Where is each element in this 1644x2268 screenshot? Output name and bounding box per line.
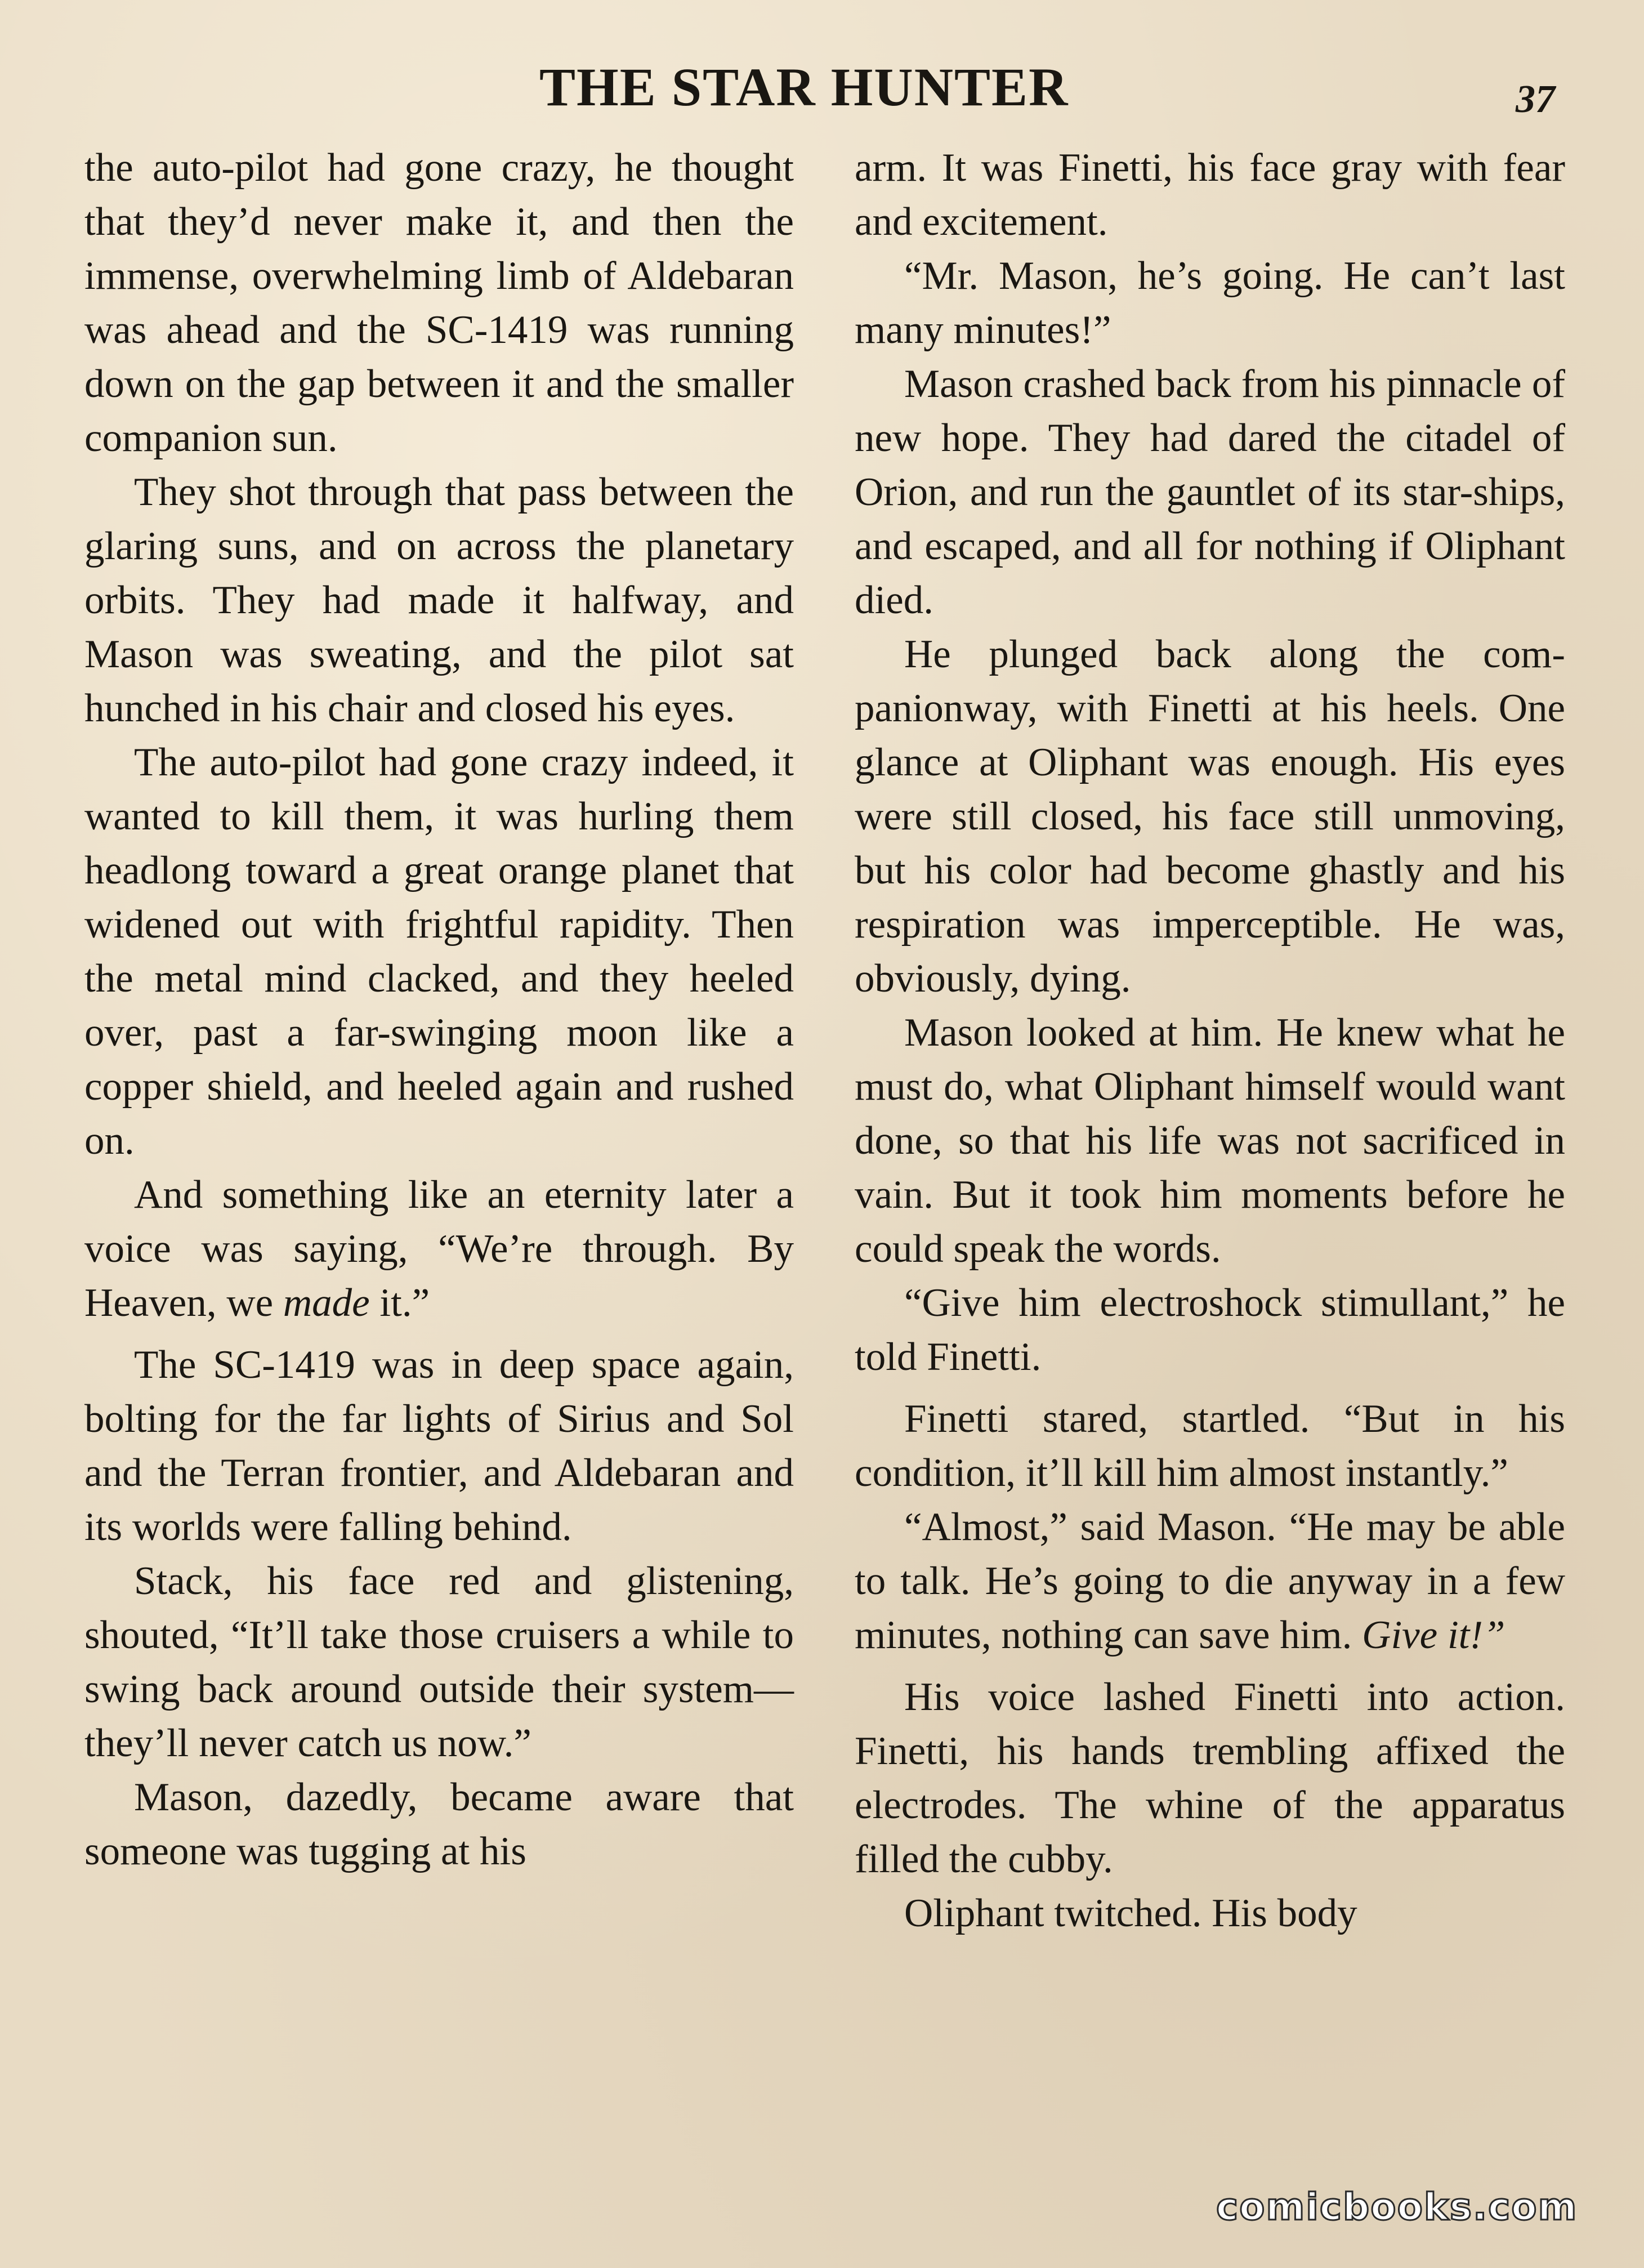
- paragraph: The auto-pilot had gone crazy indeed, it wanted to kill them, it was hurling them headlong toward a great orange planet that widened out with frightful rapidity. Then the metal mind clacked, and they heeled over, past a far-swinging moon like a copper shield, and heeled again and rushed on.: [84, 740, 794, 1163]
- paragraph: Oliphant twitched. His body: [904, 1891, 1357, 1935]
- running-head: [0, 56, 1644, 121]
- paragraph: The SC-1419 was in deep space again, bolting for the far lights of Sirius and Sol and the Terran frontier, and Aldebaran and its worlds were falling behind.: [84, 1343, 794, 1549]
- paragraph: His voice lashed Finetti into action. Finetti, his hands trembling affixed the electrodes. The whine of the apparatus filled the cubby.: [855, 1675, 1565, 1881]
- emphasis-text: Give it!”: [1362, 1613, 1505, 1657]
- paragraph: Finetti stared, startled. “But in his condition, it’ll kill him almost instantly.”: [855, 1397, 1565, 1495]
- paragraph-text: “Almost,” said Mason. “He may be able to talk. He’s going to die anyway in a few minutes, nothing can save him.: [855, 1505, 1565, 1657]
- paragraph: “Mr. Mason, he’s going. He can’t last many minutes!”: [855, 254, 1565, 352]
- paragraph: Mason, dazedly, became aware that someone was tugging at his: [84, 1775, 794, 1873]
- right-column: [855, 141, 1565, 1940]
- paragraph-text: it.”: [369, 1281, 430, 1325]
- paragraph: Mason looked at him. He knew what he must do, what Oliphant himself would want done, so that his life was not sacrificed in vain. But it took him moments before he could speak the words.: [855, 1011, 1565, 1271]
- paragraph: They shot through that pass between the glaring suns, and on across the planetary orbits. They had made it halfway, and Mason was sweating, and the pilot sat hunched in his chair and closed his eyes.: [84, 470, 794, 730]
- paragraph: arm. It was Finetti, his face gray with fear and excitement.: [855, 146, 1565, 244]
- running-title: THE STAR HUNTER: [539, 57, 1069, 117]
- emphasis-text: made: [283, 1281, 370, 1325]
- paragraph: Stack, his face red and glistening, shouted, “It’ll take those cruisers a while to swing back around outside their system—they’ll never catch us now.”: [84, 1559, 794, 1765]
- paragraph: Mason crashed back from his pinnacle of new hope. They had dared the citadel of Orion, and run the gauntlet of its star-ships, and escaped, and all for nothing if Oliphant died.: [855, 362, 1565, 622]
- paragraph: the auto-pilot had gone crazy, he thought that they’d never make it, and then the immense, overwhelming limb of Aldebaran was ahead and the SC-1419 was running down on the gap between it and the smaller companion sun.: [84, 146, 794, 460]
- paragraph: “Give him electroshock stimullant,” he told Finetti.: [855, 1281, 1565, 1379]
- left-column: [84, 141, 794, 1878]
- paragraph-text: And something like an eternity later a voice was saying, “We’re through. By Heaven, we: [84, 1173, 794, 1325]
- paragraph: [855, 1500, 1565, 1662]
- watermark: comicbooks.com: [1216, 2185, 1578, 2229]
- paragraph: [84, 1168, 794, 1330]
- paragraph: He plunged back along the companionway, with Finetti at his heels. One glance at Oliphant was enough. His eyes were still closed, his face still unmoving, but his color had become ghastly and his respiration was imperceptible. He was, obviously, dying.: [855, 632, 1565, 1001]
- page-number: 37: [1516, 78, 1555, 121]
